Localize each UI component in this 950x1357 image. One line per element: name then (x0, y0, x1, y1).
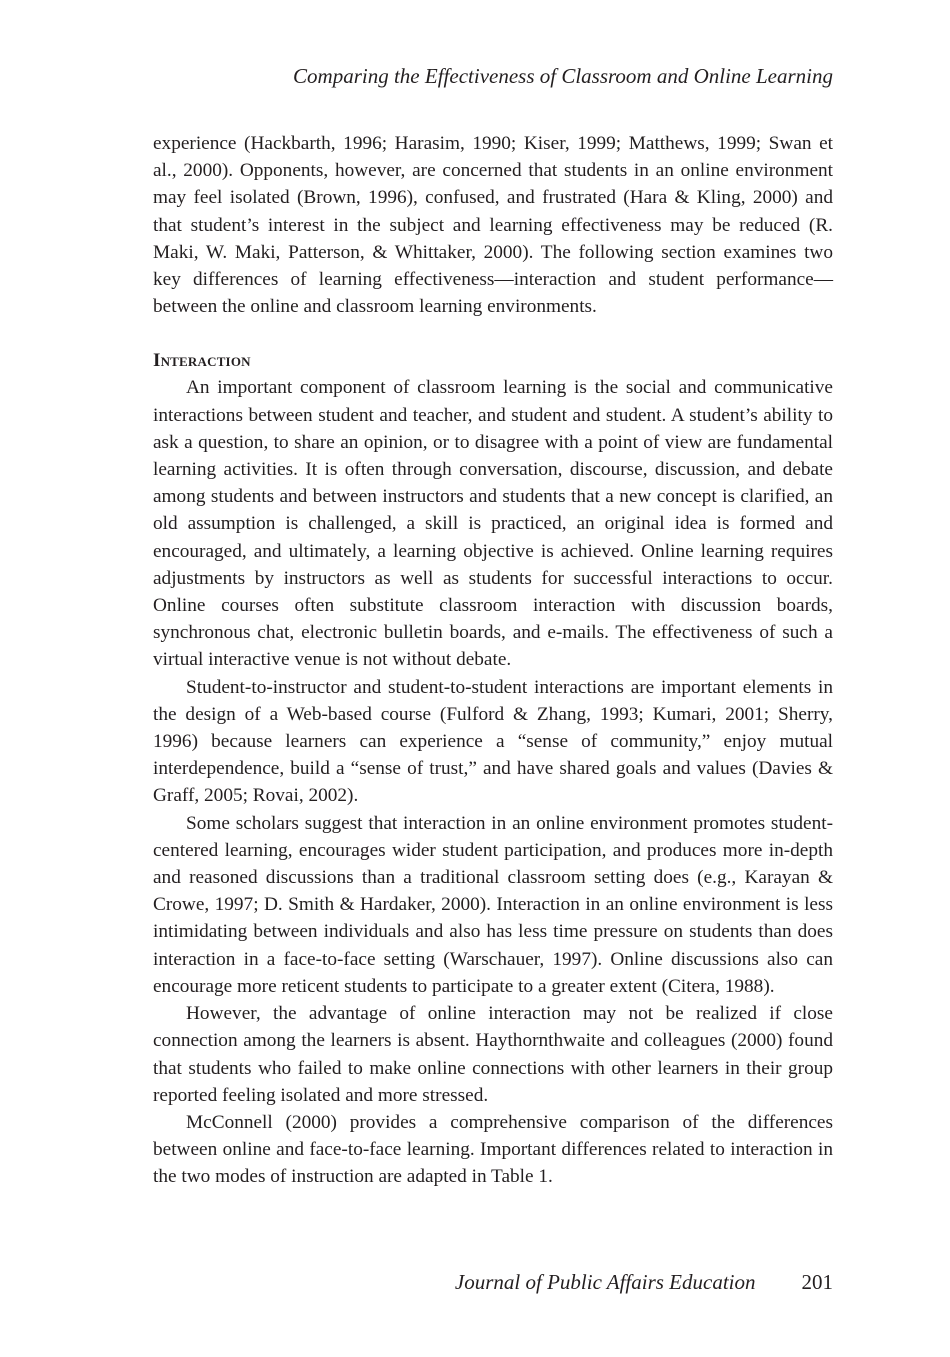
page-number: 201 (801, 1270, 833, 1294)
paragraph-5: McConnell (2000) provides a comprehensive comparison of the differences between online and face-to-face learning. Important differences related to interaction in the two modes of instruction are adapted in Table 1. (153, 1111, 833, 1188)
section-heading: Interaction (153, 350, 251, 372)
journal-name: Journal of Public Affairs Education (454, 1270, 756, 1294)
body-text (153, 130, 833, 1191)
running-head: Comparing the Effectiveness of Classroom and Online Learning (293, 64, 833, 88)
paragraph-1: An important component of classroom learning is the social and communicative interactions between student and teacher, and student and student. A student’s ability to ask a question, to share an opinion, or to disagree with a point of view are fundamental learning activities. It is often through conversation, discourse, discussion, and debate among students and between instructors and students that a new concept is clarified, an old assumption is challenged, a skill is practiced, an original idea is formed and encouraged, and ultimately, a learning objective is achieved. Online learning requires adjustments by instructors as well as students for successful interactions to occur. Online courses often substitute classroom interaction with discussion boards, synchronous chat, electronic bulletin boards, and e-mails. The effectiveness of such a virtual interactive venue is not without debate. (153, 377, 833, 671)
page-footer (153, 1268, 833, 1296)
paragraph-2: Student-to-instructor and student-to-student interactions are important elements in the design of a Web-based course (Fulford & Zhang, 1993; Kumari, 2001; Sherry, 1996) because learners can experience a “sense of community,” enjoy mutual interdependence, build a “sense of trust,” and have shared goals and values (Davies & Graff, 2005; Rovai, 2002). (153, 676, 833, 807)
paragraph-3: Some scholars suggest that interaction in an online environment promotes student-centered learning, encourages wider student participation, and produces more in-depth and reasoned discussions than a traditional classroom setting does (e.g., Karayan & Crowe, 1997; D. Smith & Hardaker, 2000). Interaction in an online environment is less intimidating between individuals and also has less time pressure on students than does interaction in a face-to-face setting (Warschauer, 1997). Online discussions also can encourage more reticent students to participate to a greater extent (Citera, 1988). (153, 812, 833, 997)
section-gap (153, 320, 833, 347)
paragraph-4: However, the advantage of online interaction may not be realized if close connection among the learners is absent. Haythornthwaite and colleagues (2000) found that students who failed to make online connections with other learners in their group reported feeling isolated and more stressed. (153, 1003, 833, 1106)
opening-paragraph: experience (Hackbarth, 1996; Harasim, 1990; Kiser, 1999; Matthews, 1999; Swan et al., 2000). Opponents, however, are concerned that students in an online environment may feel isolated (Brown, 1996), confused, and frustrated (Hara & Kling, 2000) and that student’s interest in the subject and learning effectiveness may be reduced (R. Maki, W. Maki, Patterson, & Whittaker, 2000). The following section examines two key differences of learning effectiveness—interaction and student performance—between the online and classroom learning environments. (153, 133, 833, 318)
